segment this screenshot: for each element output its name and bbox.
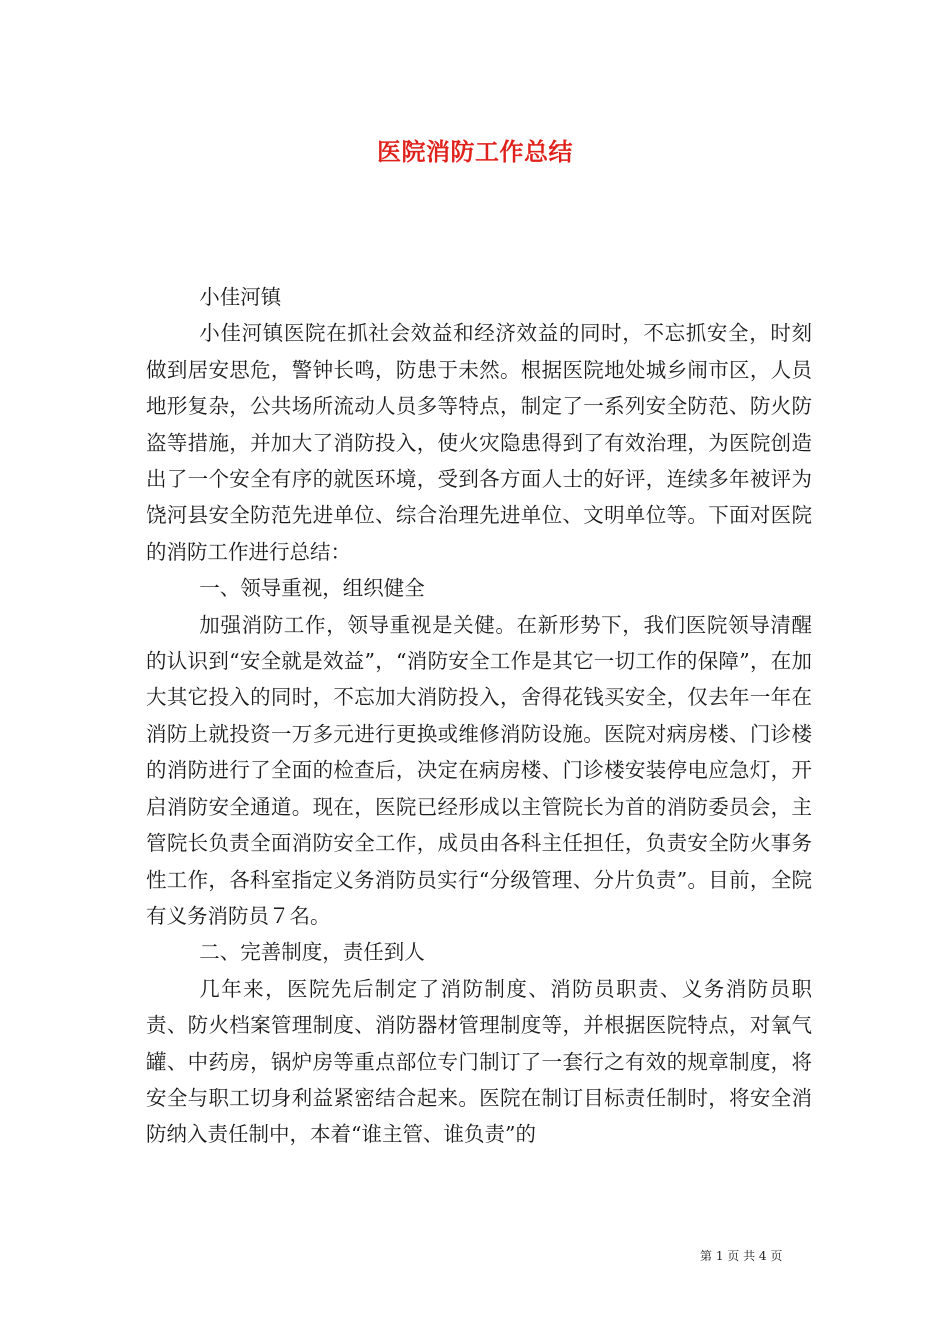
- page-number-footer: 第 1 页 共 4 页: [700, 1249, 783, 1263]
- paragraph-section-1: 加强消防工作，领导重视是关健。在新形势下，我们医院领导清醒的认识到“安全就是效益”，“消防安全工作是其它一切工作的保障”，在加大其它投入的同时，不忘加大消防投入，舍得花钱买安全，仅去年一年在消防上就投资一万多元进行更换或维修消防设施。医院对病房楼、门诊楼的消防进行了全面的检查后，决定在病房楼、门诊楼安装停电应急灯，开启消防安全通道。现在，医院已经形成以主管院长为首的消防委员会，主管院长负责全面消防安全工作，成员由各科主任担任，负责安全防火事务性工作，各科室指定义务消防员实行“分级管理、分片负责”。目前，全院有义务消防员７名。: [146, 612, 812, 928]
- section-heading-2: 二、完善制度，责任到人: [199, 940, 425, 965]
- paragraph-section-2: 几年来，医院先后制定了消防制度、消防员职责、义务消防员职责、防火档案管理制度、消防器材管理制度等，并根据医院特点，对氧气罐、中药房，锅炉房等重点部位专门制订了一套行之有效的规章制度，将安全与职工切身利益紧密结合起来。医院在制订目标责任制时，将安全消防纳入责任制中，本着“谁主管、谁负责”的: [146, 976, 812, 1147]
- section-heading-1: 一、领导重视，组织健全: [199, 576, 425, 601]
- document-body: [146, 279, 812, 1153]
- paragraph-intro: 小佳河镇医院在抓社会效益和经济效益的同时，不忘抓安全，时刻做到居安思危，警钟长鸣，防患于未然。根据医院地处城乡闹市区，人员地形复杂，公共场所流动人员多等特点，制定了一系列安全防范、防火防盗等措施，并加大了消防投入，使火灾隐患得到了有效治理，为医院创造出了一个安全有序的就医环境，受到各方面人士的好评，连续多年被评为饶河县安全防范先进单位、综合治理先进单位、文明单位等。下面对医院的消防工作进行总结：: [146, 321, 812, 564]
- document-title: 医院消防工作总结: [377, 137, 573, 166]
- paragraph-author: 小佳河镇: [199, 285, 282, 309]
